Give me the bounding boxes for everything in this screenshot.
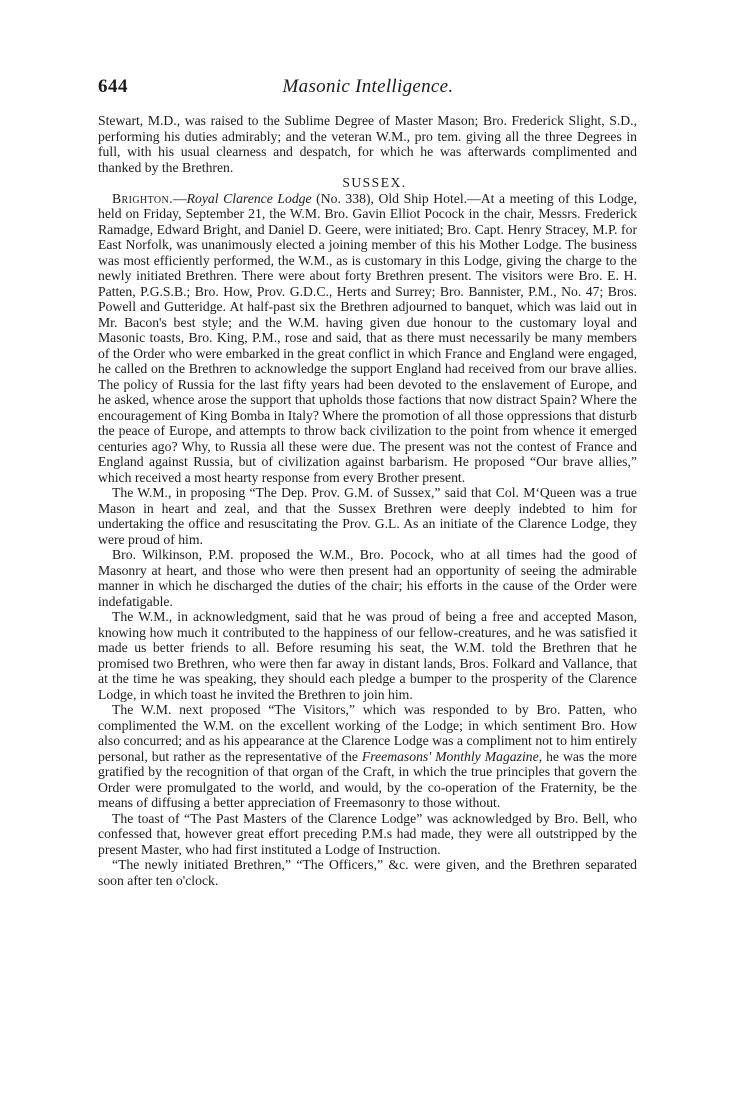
magazine-title: Freemasons' Monthly Magazine bbox=[361, 748, 539, 764]
paragraph-visitors-text-a: The W.M. next proposed “The Visitors,” which was responded to by Bro. Patten, who complimented the W.M. on the excellent working of the Lodge; in which sentiment Bro. How also concurred; and as his appearance at the Clarence Lodge was a compliment not to him entirely personal, but rather as the representative of the bbox=[98, 702, 637, 764]
paragraph-visitors-text-b: , he was the more gratified by the recognition of that organ of the Craft, in which the true principles that govern the Order were promulgated to the world, and would, by the co-operation of the Fraternity, be the means of diffusing a better appreciation of Freemasonry to those without. bbox=[98, 748, 638, 810]
page-header bbox=[98, 76, 638, 100]
running-title: Masonic Intelligence. bbox=[282, 76, 454, 97]
paragraph-acknowledgment: The W.M., in acknowledgment, said that he was proud of being a free and accepted Mason, knowing how much it contributed to the happiness of our fellow-creatures, and he was satisfied it made us better friends to all. Before resuming his seat, the W.M. told the Brethren that he promised two Brethren, who were then far away in distant lands, Bros. Folkard and Vallance, that at the time he was speaking, they should each pledge a bumper to the prosperity of the Clarence Lodge, in which toast he invited the Brethren to join him. bbox=[98, 609, 637, 702]
paragraph-past-masters: The toast of “The Past Masters of the Clarence Lodge” was acknowledged by Bro. Bell, who confessed that, however great effort preceding P.M.s had made, they were all outstripped by the present Master, who had first instituted a Lodge of Instruction. bbox=[98, 810, 637, 857]
paragraph-closing: “The newly initiated Brethren,” “The Officers,” &c. were given, and the Brethren separated soon after ten o'clock. bbox=[98, 857, 637, 888]
paragraph-wilkinson: Bro. Wilkinson, P.M. proposed the W.M., Bro. Pocock, who at all times had the good of Masonry at heart, and those who were then present had an opportunity of seeing the admirable manner in which he discharged the duties of the chair; his efforts in the cause of the Order were indefatigable. bbox=[98, 547, 637, 609]
lodge-name: Royal Clarence Lodge bbox=[186, 190, 312, 206]
section-heading: SUSSEX. bbox=[342, 175, 407, 190]
paragraph-brighton-text: (No. 338), Old Ship Hotel.—At a meeting of this Lodge, held on Friday, September 21, the W.M. Bro. Gavin Elliot Pocock in the chair, Messrs. Frederick Ramadge, Edward Bright, and Daniel D. Geere, were initiated; Bro. Capt. Henry Stracey, M.P. for East Norfolk, was unanimously elected a joining member of this his Mother Lodge. The business was most efficiently performed, the W.M., as is customary in this Lodge, giving the charge to the newly initiated Brethren. There were about forty Brethren present. The visitors were Bro. E. H. Patten, P.G.S.B.; Bro. How, Prov. G.D.C., Herts and Surrey; Bro. Bannister, P.M., No. 47; Bros. Powell and Gutteridge. At half-past six the Brethren adjourned to banquet, which was laid out in Mr. Bacon's best style; and the W.M. having given due honour to the customary loyal and Masonic toasts, Bro. King, P.M., rose and said, that as there must necessarily be many members of the Order who were embarked in the great conflict in which France and England were engaged, he called on the Brethren to acknowledge the support England had received from our brave allies. The policy of Russia for the last fifty years had been devoted to the enslavement of Europe, and he asked, whence arose the support that upholds those factions that now distract Spain? Where the encouragement of King Bomba in Italy? Where the promotion of all those oppressions that disturb the peace of Europe, and attempts to throw back civilization to the point from whence it emerged centuries ago? Why, to Russia all these were due. The present was not the contest of France and England against Russia, but of civilization against barbarism. He proposed “Our brave allies,” which received a most hearty response from every Brother present. bbox=[98, 190, 637, 485]
paragraph-visitors bbox=[98, 702, 637, 811]
paragraph-brighton bbox=[98, 191, 637, 486]
page-number: 644 bbox=[98, 76, 128, 97]
place-name: Brighton. bbox=[112, 190, 173, 206]
paragraph-dep-prov-gm: The W.M., in proposing “The Dep. Prov. G.M. of Sussex,” said that Col. M‘Queen was a true Mason in heart and zeal, and that the Sussex Brethren were deeply indebted to him for undertaking the office and resuscitating the Prov. G.L. As an initiate of the Clarence Lodge, they were proud of him. bbox=[98, 485, 637, 547]
paragraph-continuation: Stewart, M.D., was raised to the Sublime Degree of Master Mason; Bro. Frederick Slight, S.D., performing his duties admirably; and the veteran W.M., pro tem. giving all the three Degrees in full, with his usual clearness and despatch, for which he was afterwards complimented and thanked by the Brethren. bbox=[98, 113, 637, 175]
em-dash: — bbox=[172, 190, 187, 206]
article-body bbox=[98, 113, 637, 888]
